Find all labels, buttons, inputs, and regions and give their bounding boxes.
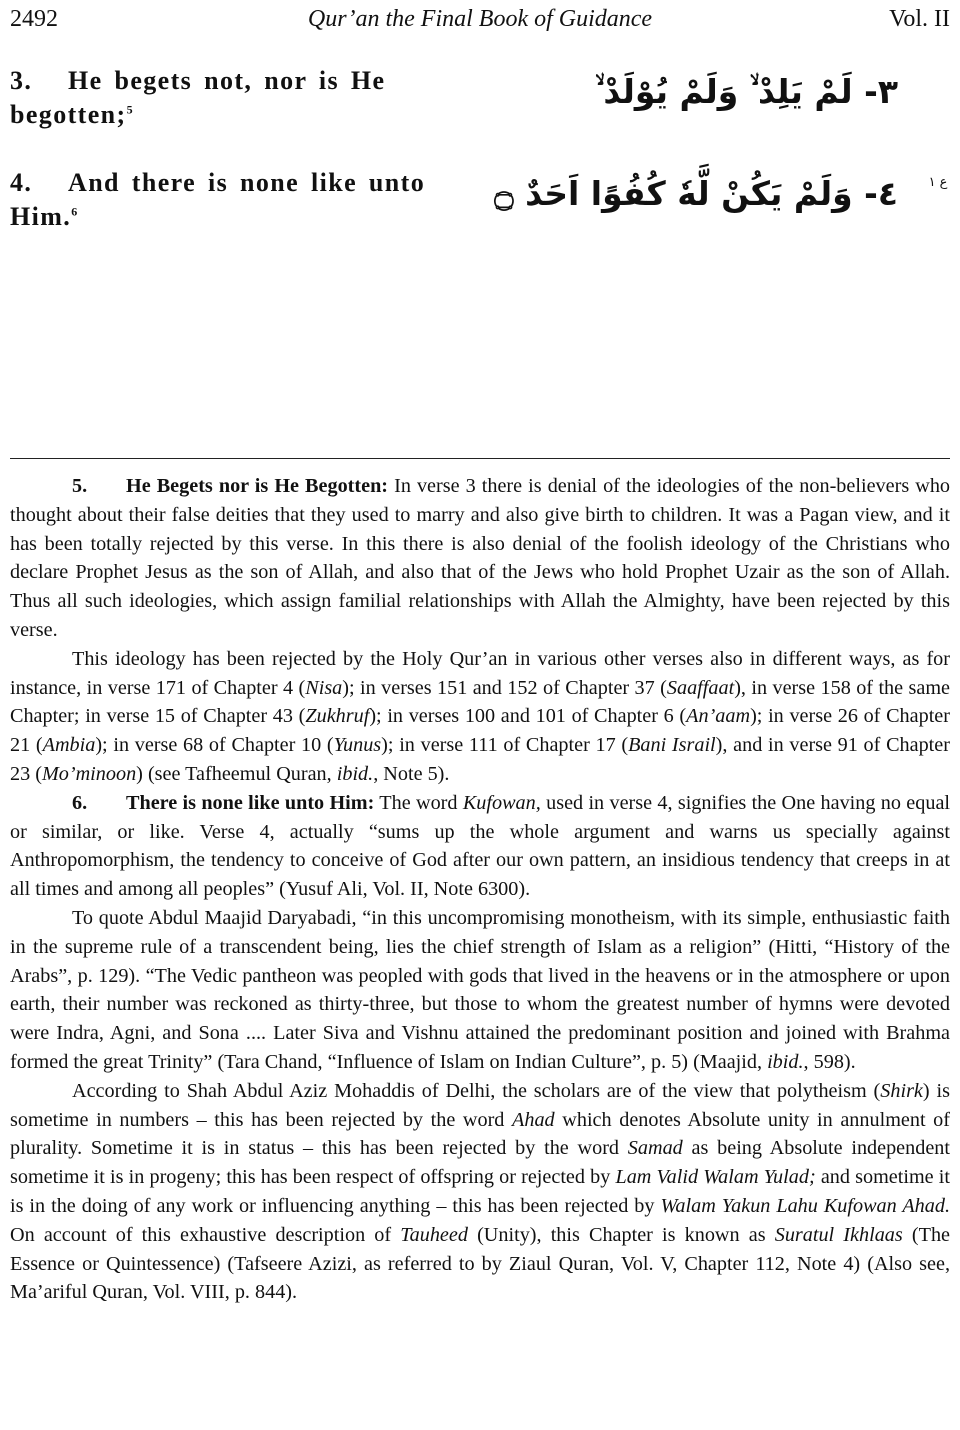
text-run: (Unity), this Chapter is known as (467, 1223, 775, 1246)
page-header (10, 2, 950, 36)
note-5-number: 5. (72, 475, 88, 497)
surah-name: Bani Israil (628, 734, 716, 757)
verse-4-arabic: ٤- وَلَمْ يَكُنْ لَّهٗ كُفُوًا اَحَدٌ ۝ (494, 174, 898, 213)
term: Samad (627, 1137, 683, 1160)
surah-name: Nisa (305, 676, 343, 699)
footnotes (10, 472, 950, 1307)
verse-4-translation (10, 166, 430, 234)
note-6-paragraph-2 (10, 904, 950, 1077)
footnote-divider (10, 458, 950, 459)
ibid: ibid. (767, 1050, 804, 1073)
note-5-heading: He Begets nor is He Begotten: (126, 475, 389, 497)
term: Walam Yakun Lahu Kufowan Ahad. (660, 1194, 950, 1217)
ibid: ibid. (336, 762, 374, 785)
page-number: 2492 (10, 6, 58, 32)
text-run: , Note 5). (373, 762, 450, 785)
note-6-heading: There is none like unto Him: (126, 791, 375, 814)
text-run: The word (379, 791, 463, 814)
text-run: which denotes Absolute unity in annulment of plurality. Sometime it is in status – this has been rejected by the word (10, 1108, 951, 1160)
verse-3-translation (10, 64, 430, 132)
text-run: and sometime it is in the doing of any work or influencing anything – this has been rejected by (10, 1166, 950, 1217)
note-6-number: 6. (72, 791, 88, 814)
verse-3-arabic: ٣- لَمْ يَلِدْ ۙ وَلَمْ يُوْلَدْ ۙ (595, 72, 898, 111)
text-run: This ideology has been rejected by the Holy Qur’an in various other verses also in different ways, as for instance, in verse 171 of Chapter 4 ( (10, 647, 950, 699)
term: Shirk (880, 1079, 923, 1102)
term: Kufowan, (462, 791, 541, 814)
surah-name: Saaffaat (666, 676, 735, 699)
text-run: ) is sometime in numbers – this has been rejected by the word (10, 1079, 950, 1131)
note-6-paragraph-3 (10, 1077, 950, 1307)
surah-name: Mo’minoon (41, 762, 137, 785)
text-run: ); in verses 100 and 101 of Chapter 6 ( (369, 705, 687, 728)
text-run: On account of this exhaustive description of (10, 1223, 401, 1246)
surah-name: Ambia (42, 734, 96, 757)
note-5-paragraph-1 (10, 472, 950, 645)
text-run: ), and in verse 91 of Chapter 23 ( (10, 734, 950, 785)
term: Ahad (512, 1108, 555, 1131)
text-run: ) (see Tafheemul Quran, (136, 762, 337, 785)
text-run: ); in verse 26 of Chapter 21 ( (10, 705, 950, 757)
text-run: ); in verses 151 and 152 of Chapter 37 ( (342, 676, 667, 699)
text-run: , 598). (803, 1050, 856, 1073)
surah-name: Yunus (333, 734, 382, 757)
text-run: as being Absolute independent sometime it is in progeny; this has been respect of offspring or rejected by (10, 1137, 950, 1189)
note-6-paragraph-1 (10, 789, 950, 904)
surah-name: Zukhruf (305, 705, 370, 728)
footnote-ref-6[interactable]: 6 (71, 204, 78, 219)
ruku-marker: ع ١ (928, 175, 948, 190)
text-run: ), in verse 158 of the same Chapter; in verse 15 of Chapter 43 ( (10, 676, 951, 728)
text-run: To quote Abdul Maajid Daryabadi, “in this uncompromising monotheism, with its simple, enthusiastic faith in the supreme rule of a transcendent being, lies the chief strength of Islam as a religion” (Hitti, “History of the Arabs”, p. 129). “The Vedic pantheon was peopled with gods that lived in the heavens or in the atmosphere or upon earth, their number was reckoned as thirty-three, but those to whom the greatest number of hymns were devoted were Indra, Agni, and Sona .... Later Siva and Vishnu attained the predominant position and joined with Brahma formed the great Trinity” (Tara Chand, “Influence of Islam on Indian Culture”, p. 5) (Maajid, (10, 906, 950, 1073)
term: Tauheed (400, 1223, 468, 1246)
volume-label: Vol. II (889, 6, 950, 32)
verse-4-text: And there is none like unto Him. (10, 168, 426, 231)
note-5-text: In verse 3 there is denial of the ideologies of the non-believers who thought about their false deities that they used to marry and also give birth to children. It was a Pagan view, and it has been totally rejected by this verse. In this there is also denial of the foolish ideology of the Christians who declare Prophet Jesus as the son of Allah, and also that of the Jews who hold Prophet Uzair as the son of Allah. Thus all such ideologies, which assign familial relationships with Allah the Almighty, have been rejected by this verse. (10, 475, 951, 641)
text-run: According to Shah Abdul Aziz Mohaddis of Delhi, the scholars are of the view that polytheism ( (72, 1079, 881, 1102)
text-run: ); in verse 111 of Chapter 17 ( (381, 734, 629, 757)
text-run: (The Essence or Quintessence) (Tafseere Azizi, as referred to by Ziaul Quran, Vol. V, Chapter 112, Note 4) (Also see, Ma’ariful Quran, Vol. VIII, p. 844). (10, 1223, 950, 1304)
verse-4-label: 4. (10, 168, 33, 197)
text-run: ); in verse 68 of Chapter 10 ( (95, 734, 334, 757)
surah-name: An’aam (686, 705, 751, 728)
book-title: Qur’an the Final Book of Guidance (307, 6, 653, 32)
verse-3-text: He begets not, nor is He begotten; (10, 66, 386, 129)
verse-3-label: 3. (10, 66, 33, 95)
term: Suratul Ikhlaas (774, 1223, 903, 1246)
footnote-ref-5[interactable]: 5 (126, 102, 133, 117)
note-5-paragraph-2 (10, 645, 950, 789)
term: Lam Valid Walam Yulad; (615, 1166, 816, 1189)
text-run: used in verse 4, signifies the One having no equal or similar, or like. Verse 4, actually “sums up the whole argument and warns us specially against Anthropomorphism, the tendency to conceive of God after our own pattern, an insidious tendency that creeps in at all times and among all peoples” (Yusuf Ali, Vol. II, Note 6300). (10, 791, 951, 901)
